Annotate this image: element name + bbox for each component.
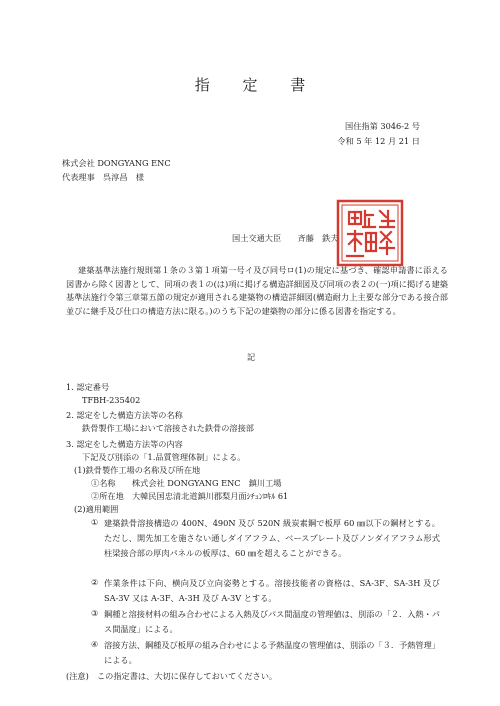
item2-heading: 2. 認定をした構造方法等の名称 — [66, 410, 183, 420]
item1-value: TFBH-235402 — [82, 395, 141, 405]
item2-value: 鉄骨製作工場において溶接された鉄骨の溶接部 — [82, 423, 254, 433]
item3-intro: 下記及び別添の「1.品質管理体制」による。 — [82, 452, 246, 462]
scope1-text: 建築鉄骨溶接構造の 400N、490N 及び 520N 級炭素鋼で板厚 60 ㎜以下の鋼材とする。ただし、開先加工を施さない通しダイアフラム、ベースプレート及びノンダイアフラム形式柱梁接合部の厚肉パネルの板厚は、60 ㎜を超えることができる。 — [104, 518, 440, 558]
recipient-representative: 代表理事 呉淳昌 様 — [62, 172, 144, 182]
factory-name: ①名称 株式会社 DONGYANG ENC 鎮川工場 — [91, 478, 282, 488]
sub2-heading: (2)適用範囲 — [74, 504, 119, 514]
document-title: 指 定 書 — [194, 76, 320, 94]
scope2-text: 作業条件は下向、横向及び立向姿勢とする。溶接技能者の資格は、SA-3F、SA-3H 及び SA-3V 又は A-3F、A-3H 及び A-3V とする。 — [104, 578, 440, 603]
ki-heading: 記 — [247, 352, 256, 362]
scope3-text: 鋼種と溶接材料の組み合わせによる入熱及びパス間温度の管理値は、別添の「２．入熱・パス間温度」による。 — [104, 609, 440, 634]
scope4-number: ④ — [91, 639, 99, 649]
item1-heading: 1. 認定番号 — [66, 382, 110, 392]
item3-heading: 3. 認定をした構造方法等の内容 — [66, 439, 183, 449]
scope2-number: ② — [91, 577, 99, 587]
issuer-name: 国土交通大臣 斉藤 鉄夫 — [232, 233, 339, 243]
scope4-text: 溶接方法、鋼種及び板厚の組み合わせによる予熱温度の管理値は、別添の「３．予熱管理」による。 — [104, 640, 440, 665]
factory-address: ②所在地 大韓民国忠清北道鎮川郡梨月面ｼﾁｭﾝﾛｷﾙ 61 — [91, 491, 289, 501]
official-seal-icon — [335, 198, 405, 268]
document-number: 国住指第 3046-2 号 — [345, 121, 420, 131]
sub1-heading: (1)鉄骨製作工場の名称及び所在地 — [74, 465, 201, 475]
scope3-number: ③ — [91, 608, 99, 618]
note: (注意) この指定書は、大切に保存しておいてください。 — [66, 671, 278, 681]
scope1-number: ① — [91, 517, 99, 527]
recipient-company: 株式会社 DONGYANG ENC — [62, 158, 171, 168]
document-date: 令和 5 年 12 月 21 日 — [337, 136, 420, 146]
body-paragraph: 建築基準法施行規則第１条の３第１項第一号イ及び同号ロ(1)の規定に基づき、確認申請書に添える図書から除く図書として、同項の表１の(は)項に掲げる構造詳細図及び同項の表２の(一)項に掲げる建築基準法施行令第三章第五節の規定が適用される建築物の構造詳細図(構造耐力上主要な部分である接合部並びに継手及び仕口の構造方法に限る。)のうち下記の建築物の部分に係る図書を指定する。 — [66, 265, 448, 316]
